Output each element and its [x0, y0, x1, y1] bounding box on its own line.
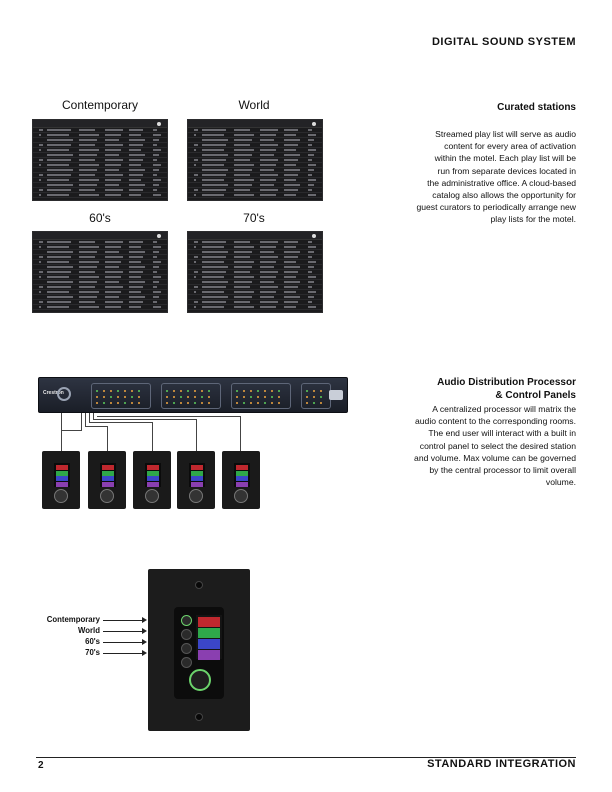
- panel-screen: [54, 463, 70, 487]
- processor-module: [301, 383, 331, 409]
- arrow-head-icon: [142, 617, 147, 623]
- audio-processor-rack: [38, 377, 348, 413]
- callout-world: World: [78, 626, 100, 635]
- account-icon: [312, 234, 316, 238]
- processor-brand: Crestron: [43, 390, 64, 396]
- wire: [196, 419, 197, 451]
- playlist-label-60s: 60's: [89, 211, 111, 225]
- processor-module: [231, 383, 291, 409]
- playlist-screenshot-70s: [187, 231, 323, 313]
- wire: [152, 422, 153, 451]
- playlist-track-row: [188, 305, 322, 310]
- arrow-head-icon: [142, 628, 147, 634]
- volume-knob: [145, 489, 159, 503]
- panel-screen: [234, 463, 250, 487]
- wire: [85, 426, 107, 427]
- curated-stations-title: Curated stations: [497, 102, 576, 113]
- wire: [93, 419, 196, 420]
- playlist-label-contemporary: Contemporary: [61, 98, 139, 112]
- station-button-contemporary[interactable]: [181, 615, 192, 626]
- playlist-toolbar: [188, 120, 322, 128]
- panel-screen: [100, 463, 116, 487]
- account-icon: [312, 122, 316, 126]
- processor-module: [161, 383, 221, 409]
- footer-title: STANDARD INTEGRATION: [427, 758, 576, 770]
- wire: [240, 416, 241, 451]
- callout-arrow: [103, 653, 143, 654]
- wire: [85, 413, 86, 426]
- wire: [89, 422, 152, 423]
- playlist-screenshot-contemporary: [32, 119, 168, 201]
- wire: [89, 413, 90, 422]
- wire: [97, 416, 240, 417]
- arrow-head-icon: [142, 650, 147, 656]
- room-control-panel: [42, 451, 80, 509]
- playlist-screenshot-60s: [32, 231, 168, 313]
- wire: [61, 413, 62, 451]
- callout-arrow: [103, 620, 143, 621]
- wire: [93, 413, 94, 419]
- playlist-toolbar: [33, 120, 167, 128]
- callout-arrow: [103, 631, 143, 632]
- playlist-track-row: [33, 193, 167, 198]
- playlist-track-row: [33, 305, 167, 310]
- screw-icon: [195, 581, 203, 589]
- callout-60s: 60's: [85, 637, 100, 646]
- playlist-toolbar: [33, 232, 167, 240]
- volume-knob: [234, 489, 248, 503]
- room-control-panel: [88, 451, 126, 509]
- panel-screen: [145, 463, 161, 487]
- playlist-track-row: [188, 193, 322, 198]
- processor-logo-icon: [57, 387, 71, 401]
- callout-70s: 70's: [85, 648, 100, 657]
- station-display: [196, 615, 222, 659]
- playlist-toolbar: [188, 232, 322, 240]
- page-number: 2: [38, 760, 44, 771]
- page-header: DIGITAL SOUND SYSTEM: [431, 36, 576, 48]
- control-panel-closeup: [148, 569, 250, 731]
- processor-body: A centralized processor will matrix the audio content to the corresponding rooms. The end user will interact with a built in control panel to select the desired station and volume. Max volume can be governed by the central processor to limit overall volume.: [414, 404, 576, 488]
- screw-icon: [195, 713, 203, 721]
- volume-knob: [100, 489, 114, 503]
- processor-module: [91, 383, 151, 409]
- room-control-panel: [177, 451, 215, 509]
- volume-knob[interactable]: [189, 669, 211, 691]
- wire: [81, 413, 82, 431]
- station-button-60s[interactable]: [181, 643, 192, 654]
- callout-arrow: [103, 642, 143, 643]
- station-button-world[interactable]: [181, 629, 192, 640]
- wire: [107, 426, 108, 451]
- panel-screen: [189, 463, 205, 487]
- playlist-label-70s: 70's: [243, 211, 265, 225]
- callout-contemporary: Contemporary: [46, 615, 100, 624]
- playlist-label-world: World: [238, 98, 270, 112]
- curated-stations-body: Streamed play list will serve as audio content for every area of activation within the motel. Each play list will be run from separate devices located in the administrative office. A cloud-based catalog also allows the opportunity for guest curators to periodically arrange new play lists for the motel.: [416, 129, 576, 225]
- account-icon: [157, 122, 161, 126]
- processor-badge-icon: [329, 390, 343, 400]
- playlist-screenshot-world: [187, 119, 323, 201]
- account-icon: [157, 234, 161, 238]
- volume-knob: [189, 489, 203, 503]
- wire: [61, 430, 81, 431]
- panel-bezel: [174, 607, 224, 699]
- room-control-panel: [222, 451, 260, 509]
- room-control-panel: [133, 451, 171, 509]
- arrow-head-icon: [142, 639, 147, 645]
- volume-knob: [54, 489, 68, 503]
- processor-title: Audio Distribution Processor & Control Panels: [437, 377, 576, 401]
- station-button-70s[interactable]: [181, 657, 192, 668]
